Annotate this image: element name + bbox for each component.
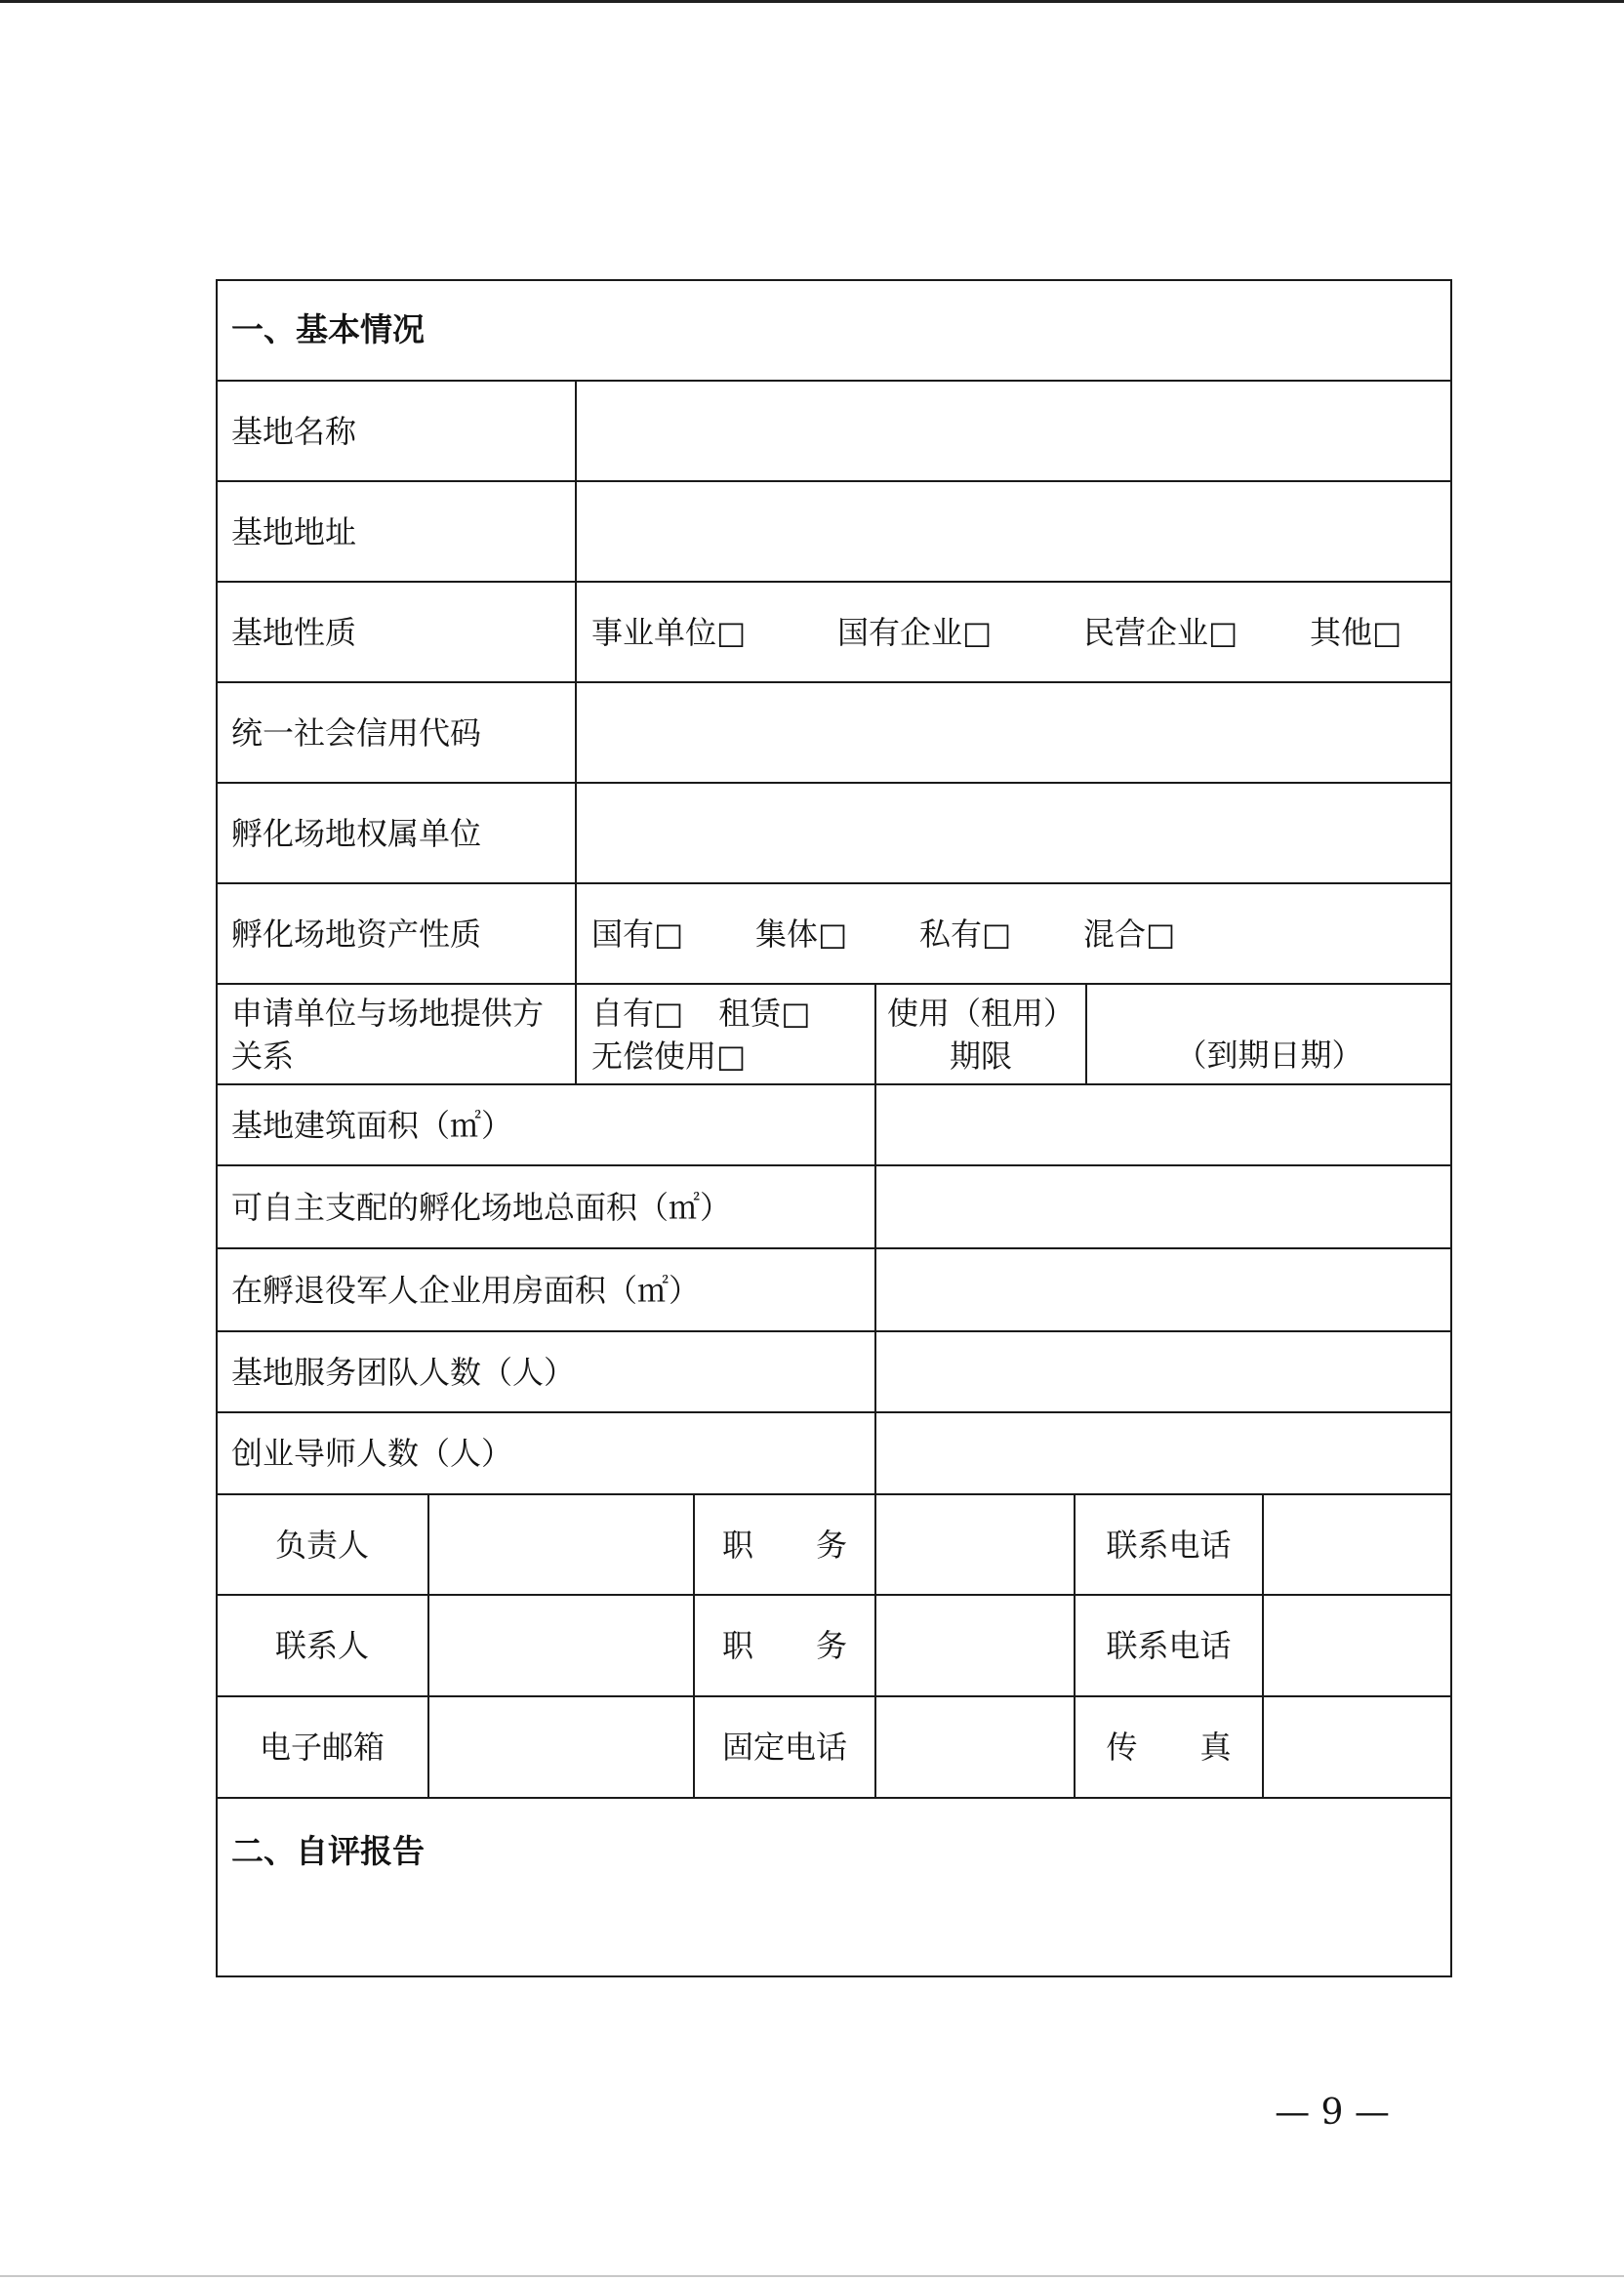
grid-line xyxy=(874,984,876,1798)
phone-label-1: 联系电话 xyxy=(1106,1526,1232,1564)
grid-line xyxy=(575,381,577,1084)
scan-edge-top xyxy=(0,0,1624,3)
venue-asset-nature-options xyxy=(576,883,1452,984)
option-state-owned-checkbox[interactable]: 国有□ xyxy=(591,915,684,953)
phone-field-2[interactable] xyxy=(1263,1595,1452,1696)
grid-line xyxy=(216,480,1452,482)
fax-label: 传 真 xyxy=(1106,1729,1232,1766)
grid-line xyxy=(216,581,1452,583)
person-in-charge-field[interactable] xyxy=(428,1494,694,1595)
application-form-table xyxy=(216,279,1452,1977)
grid-line xyxy=(216,882,1452,884)
option-lease-checkbox[interactable]: 租赁□ xyxy=(718,994,811,1032)
venue-owner-field[interactable] xyxy=(576,783,1452,883)
page-number: — 9 — xyxy=(1275,2093,1390,2133)
grid-line xyxy=(693,1494,695,1798)
position-label-1: 职 务 xyxy=(721,1526,847,1564)
incubation-area-field[interactable] xyxy=(875,1165,1452,1248)
option-mixed-checkbox[interactable]: 混合□ xyxy=(1083,915,1176,953)
grid-line xyxy=(1450,279,1452,1977)
email-label: 电子邮箱 xyxy=(259,1729,385,1766)
grid-line xyxy=(216,1247,1452,1249)
veteran-area-field[interactable] xyxy=(875,1248,1452,1331)
self-evaluation-field[interactable] xyxy=(216,1880,1452,1975)
grid-line xyxy=(216,380,1452,382)
position-field-1[interactable] xyxy=(875,1494,1075,1595)
scan-edge-bottom xyxy=(0,2275,1624,2277)
credit-code-field[interactable] xyxy=(576,682,1452,783)
mentors-label: 创业导师人数（人） xyxy=(231,1435,513,1472)
relationship-options xyxy=(576,984,875,1084)
service-team-field[interactable] xyxy=(875,1331,1452,1412)
option-public-institution-checkbox[interactable]: 事业单位□ xyxy=(591,613,747,651)
period-label-line1: 使用（租用） xyxy=(886,994,1075,1032)
grid-line xyxy=(1085,984,1087,1084)
grid-line xyxy=(216,1594,1452,1596)
period-label-line2: 期限 xyxy=(949,1037,1012,1075)
option-private-checkbox[interactable]: 私有□ xyxy=(919,915,1012,953)
service-team-label: 基地服务团队人数（人） xyxy=(231,1353,576,1391)
relationship-label-line2: 关系 xyxy=(231,1037,295,1075)
grid-line xyxy=(216,1164,1452,1166)
section1-title: 一、基本情况 xyxy=(231,310,425,348)
grid-line xyxy=(216,279,218,1977)
relationship-label xyxy=(216,984,576,1084)
option-private-enterprise-checkbox[interactable]: 民营企业□ xyxy=(1083,613,1238,651)
grid-line xyxy=(216,1411,1452,1413)
base-address-field[interactable] xyxy=(576,481,1452,582)
credit-code-label: 统一社会信用代码 xyxy=(231,713,482,752)
relationship-label-line1: 申请单位与场地提供方 xyxy=(231,994,545,1032)
person-in-charge-label: 负责人 xyxy=(274,1526,369,1564)
expiry-date-field[interactable]: （到期日期） xyxy=(1175,1037,1363,1074)
email-field[interactable] xyxy=(428,1696,694,1798)
section2-title: 二、自评报告 xyxy=(231,1832,425,1870)
contact-person-field[interactable] xyxy=(428,1595,694,1696)
base-nature-options xyxy=(576,582,1452,682)
contact-person-label: 联系人 xyxy=(274,1627,369,1664)
grid-line xyxy=(216,681,1452,683)
base-name-label: 基地名称 xyxy=(231,412,357,450)
phone-label-2: 联系电话 xyxy=(1106,1627,1232,1664)
grid-line xyxy=(216,1797,1452,1799)
grid-line xyxy=(216,1695,1452,1697)
option-free-use-checkbox[interactable]: 无偿使用□ xyxy=(591,1037,747,1075)
period-label xyxy=(875,984,1086,1084)
base-nature-label: 基地性质 xyxy=(231,613,357,651)
landline-field[interactable] xyxy=(875,1696,1075,1798)
option-other-checkbox[interactable]: 其他□ xyxy=(1310,613,1402,651)
position-label-2: 职 务 xyxy=(721,1627,847,1664)
grid-line xyxy=(216,782,1452,784)
base-name-field[interactable] xyxy=(576,381,1452,481)
grid-line xyxy=(1262,1494,1264,1798)
veteran-area-label: 在孵退役军人企业用房面积（㎡） xyxy=(231,1271,701,1309)
fax-field[interactable] xyxy=(1263,1696,1452,1798)
landline-label: 固定电话 xyxy=(721,1729,847,1766)
grid-line xyxy=(1074,1494,1076,1798)
option-state-enterprise-checkbox[interactable]: 国有企业□ xyxy=(837,613,993,651)
grid-line xyxy=(216,1083,1452,1085)
option-collective-checkbox[interactable]: 集体□ xyxy=(755,915,848,953)
venue-owner-label: 孵化场地权属单位 xyxy=(231,814,482,852)
base-address-label: 基地地址 xyxy=(231,512,357,550)
grid-line xyxy=(216,1330,1452,1332)
grid-line xyxy=(427,1494,429,1798)
phone-field-1[interactable] xyxy=(1263,1494,1452,1595)
incubation-area-label: 可自主支配的孵化场地总面积（㎡） xyxy=(231,1188,732,1226)
position-field-2[interactable] xyxy=(875,1595,1075,1696)
grid-line xyxy=(216,279,1452,281)
grid-line xyxy=(216,983,1452,985)
grid-line xyxy=(216,1493,1452,1495)
option-own-checkbox[interactable]: 自有□ xyxy=(591,994,684,1032)
building-area-field[interactable] xyxy=(875,1084,1452,1165)
building-area-label: 基地建筑面积（㎡） xyxy=(231,1106,513,1144)
grid-line xyxy=(216,1975,1452,1977)
mentors-field[interactable] xyxy=(875,1412,1452,1494)
venue-asset-nature-label: 孵化场地资产性质 xyxy=(231,915,482,953)
